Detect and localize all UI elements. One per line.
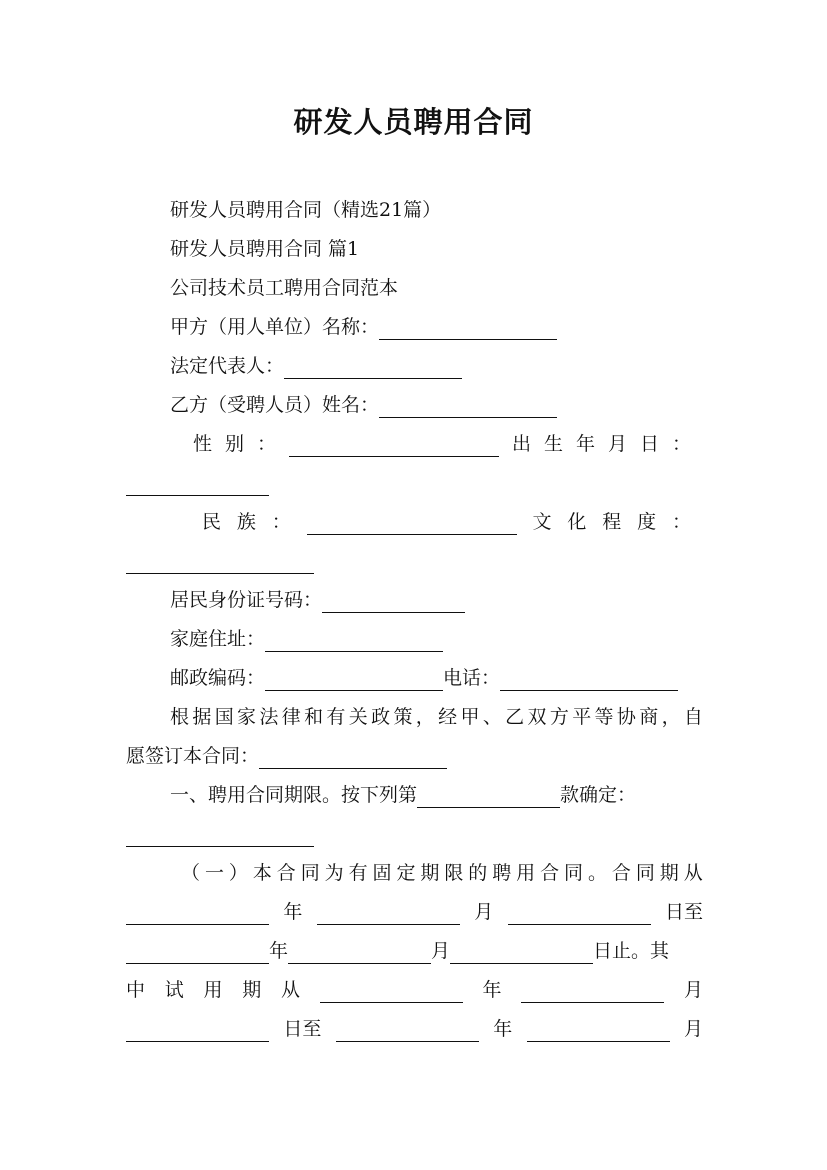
year-label: 年 <box>493 1018 513 1040</box>
address-blank <box>265 631 443 652</box>
birth-char: 日 <box>639 433 659 455</box>
para-char: 甲 <box>460 706 480 728</box>
birth-date-blank <box>126 475 269 496</box>
para-char: 家 <box>237 706 257 728</box>
term-label: 一、聘用合同期限。按下列第 <box>170 784 418 806</box>
gender-blank <box>289 436 499 457</box>
para-char: ， <box>415 706 435 728</box>
para-char: 据 <box>192 706 212 728</box>
legal-rep-label: 法定代表人： <box>170 355 285 377</box>
trial-char: 中 <box>126 979 146 1001</box>
gender-char: 性 <box>193 433 213 455</box>
month-label: 月 <box>683 979 703 1001</box>
trial-end-month-blank <box>527 1021 670 1042</box>
postcode-blank <box>265 670 443 691</box>
address-label: 家庭住址： <box>170 628 266 650</box>
id-number-line <box>170 587 703 613</box>
trial-start-month-blank <box>521 982 664 1003</box>
gender-char: ： <box>257 433 277 455</box>
edu-char: 度 <box>637 511 657 533</box>
trial-char: 试 <box>164 979 184 1001</box>
trial-period-line-2 <box>126 1016 703 1042</box>
para-char: 根 <box>170 706 190 728</box>
para-char: 法 <box>259 706 279 728</box>
birth-blank-line <box>126 470 703 496</box>
month-label: 月 <box>683 1018 703 1040</box>
birth-char: 年 <box>575 433 595 455</box>
fixed-char: 期 <box>659 862 679 884</box>
fixed-char: 有 <box>348 862 368 884</box>
phone-label: 电话： <box>443 667 501 689</box>
fixed-char: 合 <box>276 862 296 884</box>
para-char: 国 <box>214 706 234 728</box>
month-label: 月 <box>474 901 494 923</box>
trial-char: 从 <box>281 979 301 1001</box>
trial-start-day-blank <box>126 1021 269 1042</box>
fixed-char: ） <box>228 862 248 884</box>
postcode-label: 邮政编码： <box>170 667 266 689</box>
edu-char: 化 <box>567 511 587 533</box>
para-char: 乙 <box>505 706 525 728</box>
term-clause-blank <box>417 787 560 808</box>
doc-line-heading: 公司技术员工聘用合同范本 <box>170 277 399 299</box>
para-char: 双 <box>527 706 547 728</box>
birth-char: 生 <box>543 433 563 455</box>
trial-start-year-blank <box>320 982 463 1003</box>
para-char: 和 <box>304 706 324 728</box>
para-char: 平 <box>572 706 592 728</box>
education-blank <box>126 553 314 574</box>
fixed-char: 同 <box>300 862 320 884</box>
employee-name-blank <box>379 397 557 418</box>
para-char: 策 <box>393 706 413 728</box>
fixed-char: 合 <box>540 862 560 884</box>
fixed-char: 用 <box>516 862 536 884</box>
month-label: 月 <box>431 940 451 962</box>
end-month-blank <box>288 943 431 964</box>
para-char: ， <box>661 706 681 728</box>
doc-line-section: 研发人员聘用合同 篇1 <box>170 238 360 260</box>
id-number-label: 居民身份证号码： <box>170 589 323 611</box>
trial-period-line-1 <box>126 977 703 1003</box>
para-char: 、 <box>482 706 502 728</box>
fixed-char: 期 <box>420 862 440 884</box>
employer-name-line <box>170 314 703 340</box>
ethnic-char: 民 <box>202 511 222 533</box>
ethnic-char: ： <box>271 511 291 533</box>
agreement-label: 愿签订本合同： <box>126 745 260 767</box>
trial-char: 用 <box>203 979 223 1001</box>
document-title: 研发人员聘用合同 <box>293 105 534 139</box>
trial-char: 期 <box>242 979 262 1001</box>
para-char: 协 <box>616 706 636 728</box>
para-char: 方 <box>549 706 569 728</box>
employee-name-line <box>170 392 703 418</box>
doc-line-subtitle: 研发人员聘用合同（精选21篇） <box>170 199 442 221</box>
start-day-blank <box>508 904 651 925</box>
year-label: 年 <box>269 940 289 962</box>
day-to-label: 日至 <box>283 1018 322 1040</box>
birth-char: ： <box>671 433 691 455</box>
fixed-char: 同 <box>635 862 655 884</box>
fixed-char: 合 <box>611 862 631 884</box>
para-char: 关 <box>348 706 368 728</box>
end-year-blank <box>126 943 269 964</box>
fixed-char: 聘 <box>492 862 512 884</box>
employee-name-label: 乙方（受聘人员）姓名： <box>170 394 380 416</box>
term-blank-line <box>126 821 703 847</box>
employer-name-label: 甲方（用人单位）名称： <box>170 316 380 338</box>
postcode-phone-line <box>170 665 703 691</box>
fixed-char: 同 <box>564 862 584 884</box>
ethnic-blank <box>307 514 517 535</box>
id-number-blank <box>322 592 465 613</box>
para-char: 律 <box>281 706 301 728</box>
trial-end-year-blank <box>336 1021 479 1042</box>
fixed-char: 一 <box>204 862 224 884</box>
gender-char: 别 <box>225 433 245 455</box>
legal-rep-line <box>170 353 703 379</box>
para-char: 政 <box>371 706 391 728</box>
birth-char: 出 <box>511 433 531 455</box>
para-char: 自 <box>683 706 703 728</box>
year-label: 年 <box>482 979 502 1001</box>
agreement-para-line-2 <box>126 743 703 769</box>
address-line <box>170 626 703 652</box>
ethnic-char: 族 <box>236 511 256 533</box>
edu-char: 程 <box>602 511 622 533</box>
legal-rep-blank <box>284 358 462 379</box>
fixed-char: （ <box>181 862 201 884</box>
gender-birth-line <box>193 431 691 457</box>
fixed-char: 为 <box>324 862 344 884</box>
fixed-char: 从 <box>683 862 703 884</box>
agreement-para-line <box>170 704 703 730</box>
fixed-term-line <box>181 860 703 886</box>
agreement-blank <box>259 748 447 769</box>
edu-char: ： <box>671 511 691 533</box>
end-day-blank <box>450 943 593 964</box>
para-char: 经 <box>438 706 458 728</box>
para-char: 有 <box>326 706 346 728</box>
contract-period-line-1 <box>126 899 703 925</box>
fixed-char: 限 <box>444 862 464 884</box>
year-label: 年 <box>283 901 303 923</box>
day-end-label: 日止。其 <box>593 940 670 962</box>
employer-name-blank <box>379 319 557 340</box>
day-to-label: 日至 <box>664 901 703 923</box>
fixed-char: 的 <box>468 862 488 884</box>
para-char: 等 <box>594 706 614 728</box>
fixed-char: 固 <box>372 862 392 884</box>
para-char: 商 <box>639 706 659 728</box>
fixed-char: 本 <box>252 862 272 884</box>
ethnic-edu-line <box>202 509 691 535</box>
term-line <box>170 782 703 808</box>
phone-blank <box>500 670 678 691</box>
term-label-end: 款确定： <box>560 784 637 806</box>
fixed-char: 定 <box>396 862 416 884</box>
start-month-blank <box>317 904 460 925</box>
term-blank <box>126 826 314 847</box>
start-year-blank <box>126 904 269 925</box>
fixed-char: 。 <box>587 862 607 884</box>
birth-char: 月 <box>607 433 627 455</box>
edu-blank-line <box>126 548 703 574</box>
edu-char: 文 <box>532 511 552 533</box>
contract-period-line-2 <box>126 938 703 964</box>
